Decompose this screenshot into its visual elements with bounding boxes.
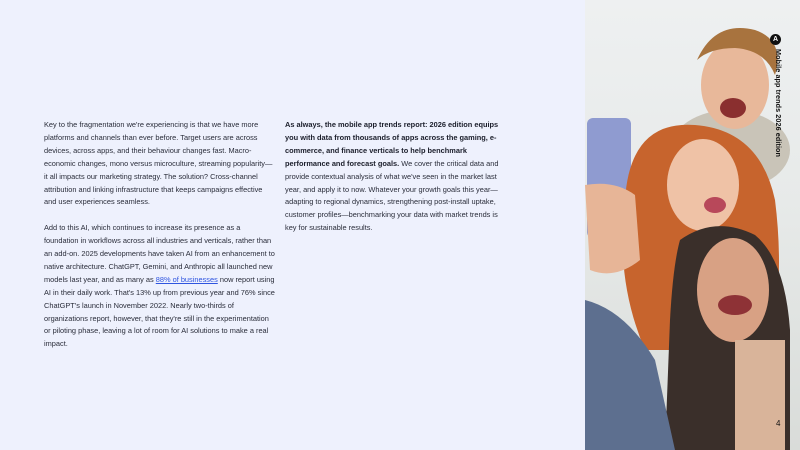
- left-paragraph-2: [44, 222, 276, 351]
- middle-person-face: [667, 139, 739, 231]
- back-person-mouth: [720, 98, 746, 118]
- middle-person-mouth: [704, 197, 726, 213]
- page-number: 4: [776, 419, 781, 428]
- left-text-column: [44, 119, 276, 364]
- selfie-illustration: [585, 0, 800, 450]
- report-intro-body: We cover the critical data and provide contextual analysis of what we've seen in the market last year, and apply it to now. Whatever your growth goals this year—adapting to regional dynamics, strengthening post-install uptake, customer profiles—benchmarking your data with market trends is key for sustainable results.: [285, 158, 499, 233]
- raised-hand: [585, 184, 640, 274]
- front-person-face: [697, 238, 769, 342]
- front-person-neck: [735, 340, 785, 450]
- report-title-vertical: Mobile app trends 2026 edition: [774, 49, 783, 158]
- left-paragraph-1: Key to the fragmentation we're experiencing is that we have more platforms and channels than ever before. Target users are across devices, across apps, and their behaviour changes fast. Macro-economic changes, mono versus microculture, streaming popularity—it all impacts our marketing strategy. The solution? Cross-channel attribution and linking infrastructure that keeps campaigns effective and user experiences seamless.: [44, 120, 273, 207]
- selfie-photo: [585, 0, 800, 450]
- left-paragraph-2-end: now report using AI in their daily work. That's 13% up from previous year and 76% since ChatGPT's launch in November 2022. Nearly two-thirds of organizations report, however, that they're still in the experimentation or piloting phase, leaving a lot of room for AI solutions to make a real impact.: [44, 274, 275, 349]
- left-paragraph-2-start: Add to this AI, which continues to increase its presence as a foundation in workflows across all industries and verticals, rather than an add-on. 2025 developments have taken AI from an enhancement to native architecture. ChatGPT, Gemini, and Anthropic all launched new models last year, and as many as: [44, 223, 275, 284]
- report-intro-bold: As always, the mobile app trends report: 2026 edition equips you with data from thousands of apps across the gaming, e-commerce, and finance verticals to help benchmark performance and forecast goals.: [285, 120, 499, 168]
- brand-logo-icon: A: [770, 34, 781, 45]
- front-person-mouth: [718, 295, 752, 315]
- right-paragraph: [285, 119, 507, 235]
- right-text-column: [285, 119, 507, 248]
- businesses-stat-link[interactable]: 88% of businesses: [155, 274, 218, 284]
